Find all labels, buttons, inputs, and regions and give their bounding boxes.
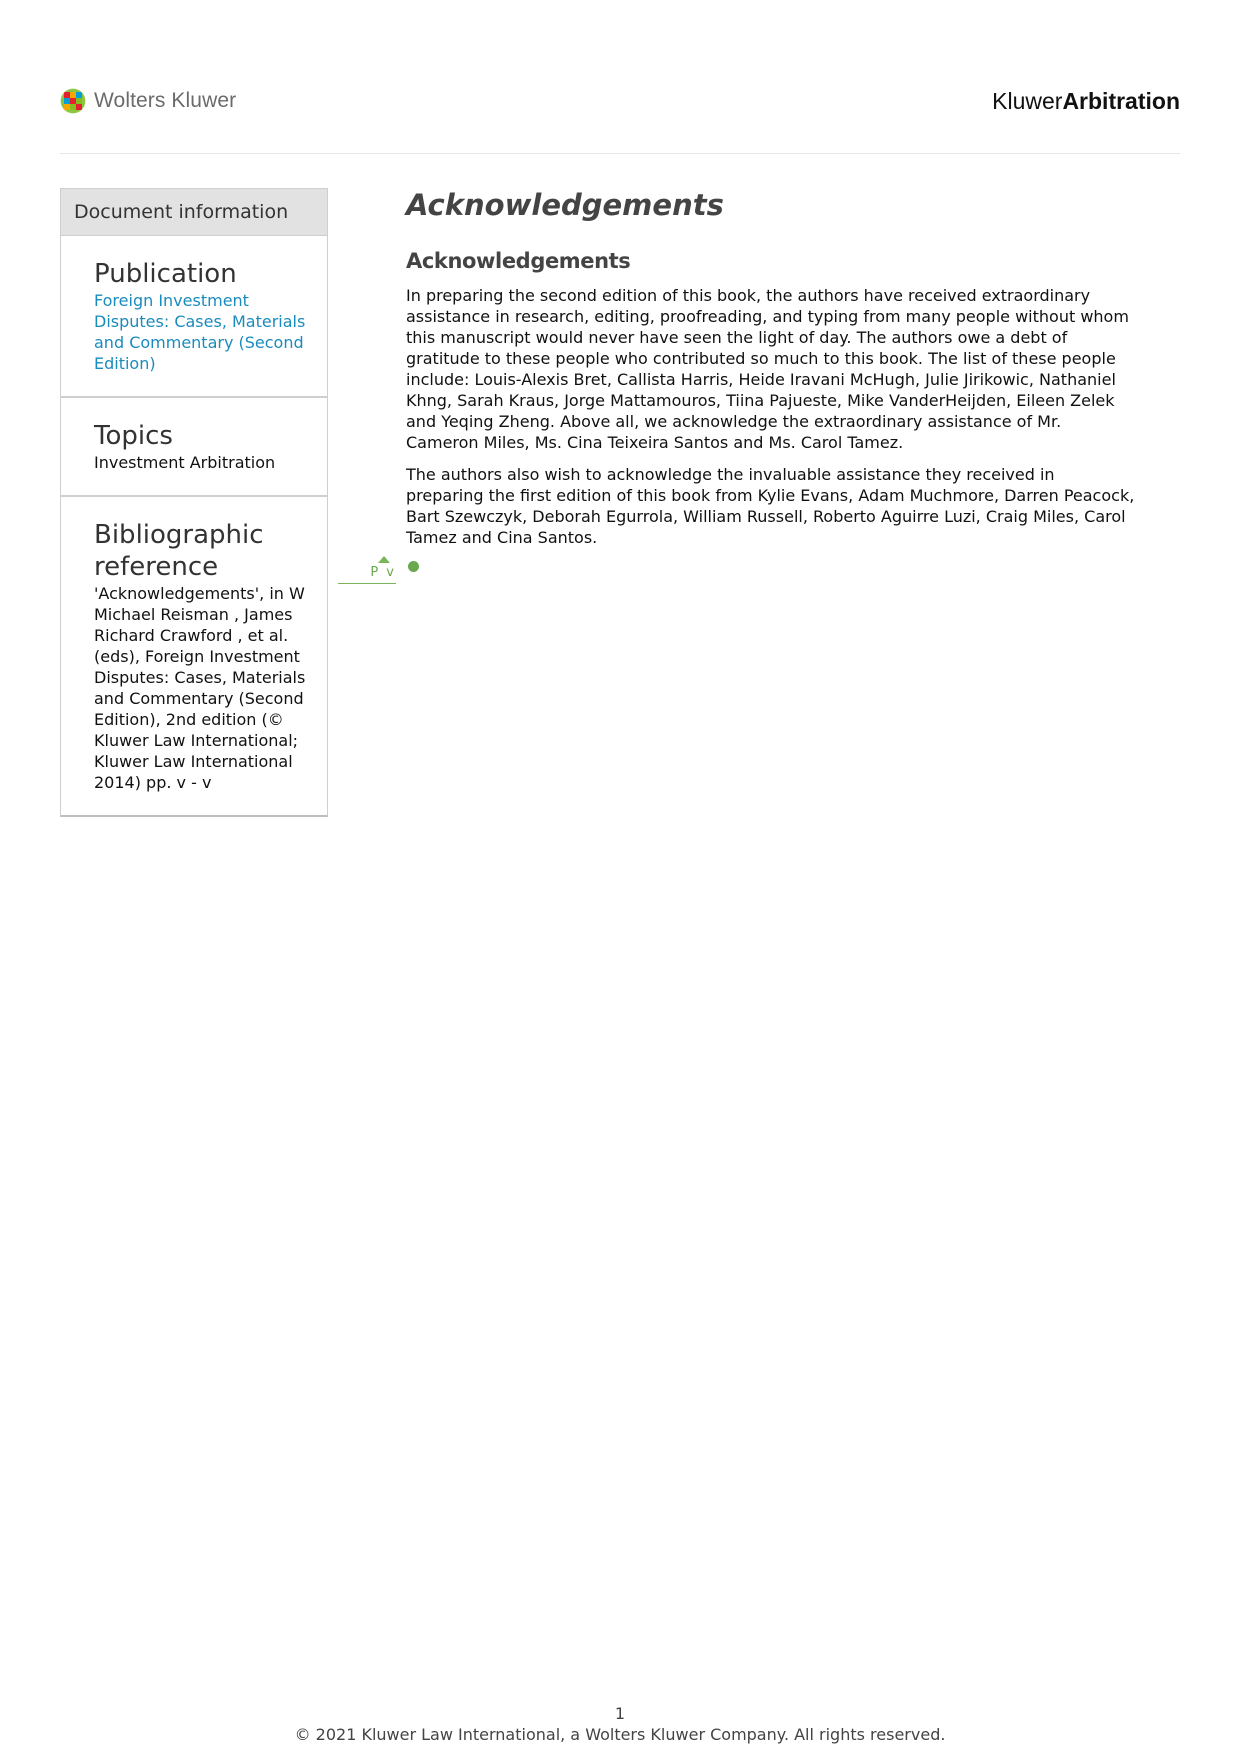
page-marker-line — [338, 583, 396, 584]
page-number: 1 — [614, 1704, 626, 1723]
topics-title: Topics — [94, 421, 173, 451]
topics-section — [61, 398, 327, 497]
document-info-sidebar — [60, 188, 328, 817]
topics-value: Investment Arbitration — [94, 453, 276, 472]
bibliographic-value: 'Acknowledgements', in W Michael Reisman , James Richard Crawford , et al. (eds), Foreign Investment Disputes: Cases, Materials and Commentary (Second Edition), 2nd edition (© Kluwer Law International; Kluwer Law International 2014) pp. v - v — [94, 584, 306, 792]
page-marker-dot-icon — [408, 561, 419, 572]
up-arrow-icon — [378, 556, 390, 563]
page-marker[interactable] — [338, 556, 396, 584]
wolters-kluwer-logo[interactable] — [60, 88, 236, 114]
globe-logo-icon — [60, 88, 86, 114]
publication-title: Publication — [94, 259, 237, 289]
kluwer-arbitration-brand[interactable] — [992, 88, 1180, 115]
sidebar-heading: Document information — [61, 189, 327, 236]
page-footer — [0, 1703, 1240, 1745]
publication-link[interactable]: Foreign Investment Disputes: Cases, Materials and Commentary (Second Edition) — [94, 291, 306, 373]
paragraph-2: The authors also wish to acknowledge the invaluable assistance they received in preparing the first edition of this book from Kylie Evans, Adam Muchmore, Darren Peacock, Bart Szewczyk, Deborah Egurrola, William Russell, Roberto Aguirre Luzi, Craig Miles, Carol Tamez and Cina Santos. — [406, 465, 1135, 547]
document-title: Acknowledgements — [406, 188, 724, 222]
brand-bold-text: Arbitration — [1062, 88, 1180, 114]
copyright-text: © 2021 Kluwer Law International, a Wolters Kluwer Company. All rights reserved. — [294, 1725, 946, 1744]
section-heading: Acknowledgements — [406, 249, 631, 273]
header-divider — [60, 153, 1180, 154]
paragraph-1: In preparing the second edition of this book, the authors have received extraordinary assistance in research, editing, proofreading, and typing from many people without whom this manuscript would never have seen the light of day. The authors owe a debt of gratitude to these people who contributed so much to this book. The list of these people include: Louis-Alexis Bret, Callista Harris, Heide Iravani McHugh, Julie Jirikowic, Nathaniel Khng, Sarah Kraus, Jorge Mattamouros, Tiina Pajueste, Mike VanderHeijden, Eileen Zelek and Yeqing Zheng. Above all, we acknowledge the extraordinary assistance of Mr. Cameron Miles, Ms. Cina Teixeira Santos and Ms. Carol Tamez. — [406, 286, 1129, 452]
page-marker-label: P v — [370, 565, 396, 580]
publication-section — [61, 236, 327, 398]
main-content — [406, 183, 1136, 559]
brand-light-text: Kluwer — [992, 88, 1063, 114]
bibliographic-section — [61, 497, 327, 815]
logo-text: Wolters Kluwer — [94, 89, 237, 112]
page-header — [60, 82, 1180, 128]
bibliographic-title: Bibliographic reference — [94, 520, 264, 582]
